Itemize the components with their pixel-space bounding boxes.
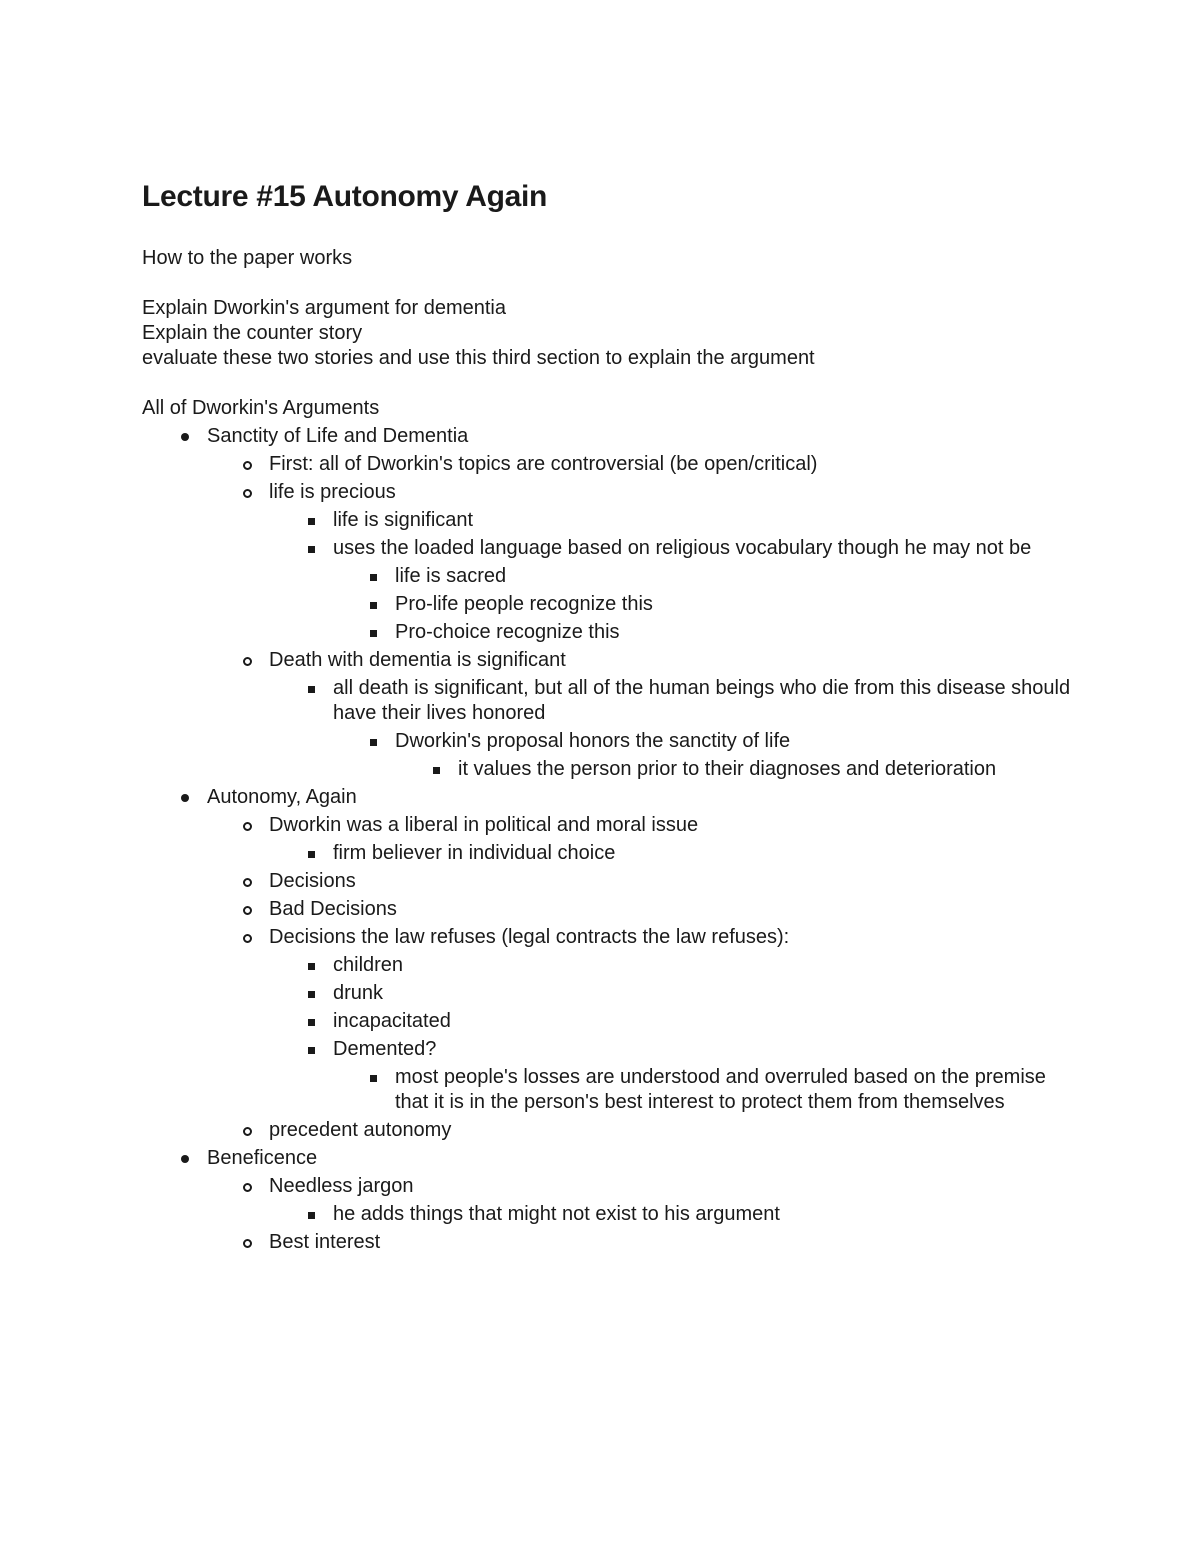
square-bullet-icon xyxy=(308,991,315,998)
square-bullet-icon xyxy=(308,518,315,525)
step-3: evaluate these two stories and use this third section to explain the argument xyxy=(142,347,815,369)
step-2: Explain the counter story xyxy=(142,322,363,344)
circle-bullet-icon xyxy=(243,822,252,831)
list-item: Decisions the law refuses (legal contracts the law refuses): xyxy=(142,925,1072,950)
disc-bullet-icon xyxy=(181,1155,189,1163)
circle-bullet-icon xyxy=(243,878,252,887)
list-item: Dworkin was a liberal in political and moral issue xyxy=(142,813,1072,838)
intro-text: How to the paper works xyxy=(142,247,353,269)
circle-bullet-icon xyxy=(243,489,252,498)
circle-bullet-icon xyxy=(243,461,252,470)
outline-list xyxy=(142,424,1072,1255)
list-item: drunk xyxy=(142,981,1072,1006)
square-bullet-icon xyxy=(308,1047,315,1054)
list-item: Sanctity of Life and Dementia xyxy=(142,424,1072,449)
circle-bullet-icon xyxy=(243,934,252,943)
disc-bullet-icon xyxy=(181,433,189,441)
list-item: life is sacred xyxy=(142,564,1072,589)
list-item: Bad Decisions xyxy=(142,897,1072,922)
list-item: Death with dementia is significant xyxy=(142,648,1072,673)
list-item: Decisions xyxy=(142,869,1072,894)
list-item: uses the loaded language based on religious vocabulary though he may not be xyxy=(142,536,1072,561)
circle-bullet-icon xyxy=(243,1127,252,1136)
square-bullet-icon xyxy=(370,602,377,609)
circle-bullet-icon xyxy=(243,1183,252,1192)
list-item: Demented? xyxy=(142,1037,1072,1062)
square-bullet-icon xyxy=(308,1212,315,1219)
list-item: Pro-choice recognize this xyxy=(142,620,1072,645)
list-item: children xyxy=(142,953,1072,978)
list-item: Beneficence xyxy=(142,1146,1072,1171)
circle-bullet-icon xyxy=(243,657,252,666)
step-1: Explain Dworkin's argument for dementia xyxy=(142,297,506,319)
page-title: Lecture #15 Autonomy Again xyxy=(142,180,548,213)
circle-bullet-icon xyxy=(243,906,252,915)
square-bullet-icon xyxy=(370,1075,377,1082)
list-item: he adds things that might not exist to his argument xyxy=(142,1202,1072,1227)
list-item: it values the person prior to their diagnoses and deterioration xyxy=(142,757,1072,782)
list-item: all death is significant, but all of the human beings who die from this disease should have their lives honored xyxy=(142,676,1072,726)
list-item: Pro-life people recognize this xyxy=(142,592,1072,617)
square-bullet-icon xyxy=(308,1019,315,1026)
list-item: Dworkin's proposal honors the sanctity of life xyxy=(142,729,1072,754)
list-item: precedent autonomy xyxy=(142,1118,1072,1143)
list-item: Needless jargon xyxy=(142,1174,1072,1199)
list-item: incapacitated xyxy=(142,1009,1072,1034)
square-bullet-icon xyxy=(433,767,440,774)
list-item: firm believer in individual choice xyxy=(142,841,1072,866)
list-item: most people's losses are understood and overruled based on the premise that it is in the person's best interest to protect them from themselves xyxy=(142,1065,1072,1115)
square-bullet-icon xyxy=(308,546,315,553)
list-item: Best interest xyxy=(142,1230,1072,1255)
disc-bullet-icon xyxy=(181,794,189,802)
square-bullet-icon xyxy=(308,963,315,970)
list-item: life is precious xyxy=(142,480,1072,505)
document-page xyxy=(142,176,1072,1255)
square-bullet-icon xyxy=(308,851,315,858)
list-item: Autonomy, Again xyxy=(142,785,1072,810)
list-item: life is significant xyxy=(142,508,1072,533)
circle-bullet-icon xyxy=(243,1239,252,1248)
list-item: First: all of Dworkin's topics are controversial (be open/critical) xyxy=(142,452,1072,477)
square-bullet-icon xyxy=(370,630,377,637)
square-bullet-icon xyxy=(308,686,315,693)
square-bullet-icon xyxy=(370,574,377,581)
section-heading: All of Dworkin's Arguments xyxy=(142,397,380,419)
square-bullet-icon xyxy=(370,739,377,746)
